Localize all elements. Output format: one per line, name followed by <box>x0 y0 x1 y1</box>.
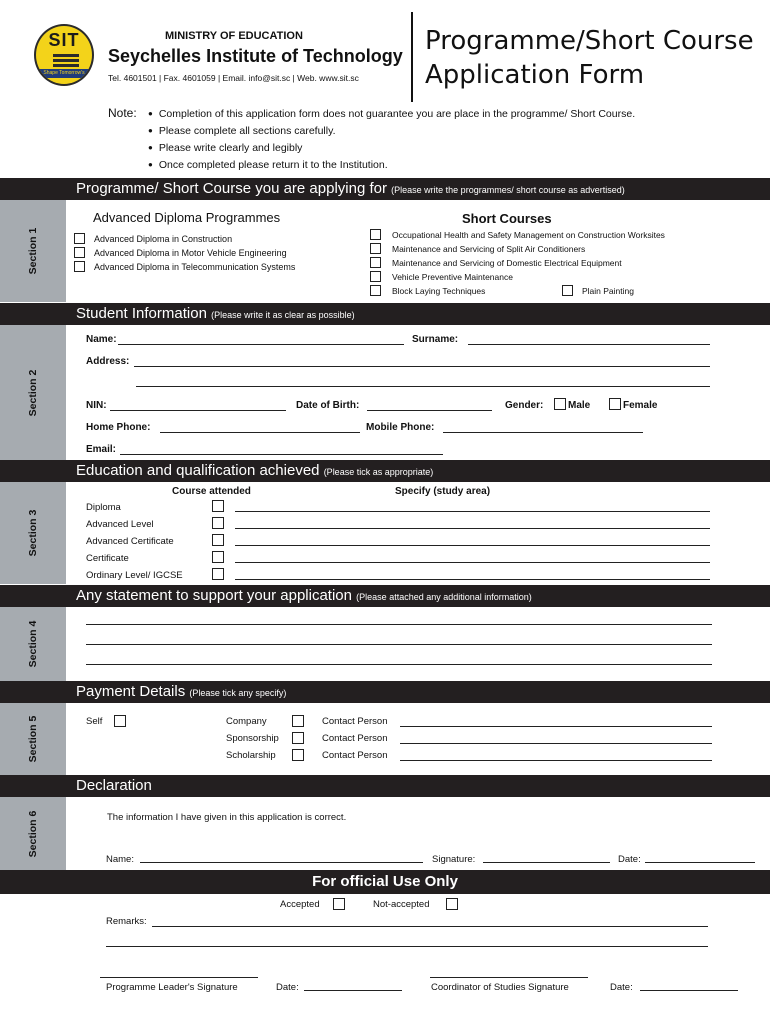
short-plain-painting-label: Plain Painting <box>582 286 634 296</box>
section1-title: Programme/ Short Course you are applying for <box>76 180 387 197</box>
coordinator-date-field[interactable] <box>640 990 738 991</box>
note-item: ● Please complete all sections carefully. <box>148 123 635 140</box>
declaration-statement: The information I have given in this application is correct. <box>107 812 347 823</box>
section3-title: Education and qualification achieved <box>76 462 320 479</box>
adv-diploma-heading: Advanced Diploma Programmes <box>93 210 281 225</box>
qual-advanced-cert-checkbox[interactable] <box>212 534 224 546</box>
gender-female-checkbox[interactable] <box>609 398 621 410</box>
short-ohs-label: Occupational Health and Safety Management on Construction Worksites <box>392 230 665 240</box>
payment-sponsorship-checkbox[interactable] <box>292 732 304 744</box>
mobile-phone-field[interactable] <box>443 432 643 433</box>
section5-title: Payment Details <box>76 683 186 700</box>
email-field[interactable] <box>120 454 443 455</box>
short-electrical-checkbox[interactable] <box>370 257 381 268</box>
section1-header <box>0 178 770 200</box>
address-label: Address: <box>86 356 130 367</box>
section6-sidebar <box>0 797 66 870</box>
section6-header <box>0 775 770 797</box>
coordinator-date-label: Date: <box>610 982 633 993</box>
not-accepted-checkbox[interactable] <box>446 898 458 910</box>
declaration-signature-label: Signature: <box>432 854 476 865</box>
scholarship-contact-field[interactable] <box>400 760 712 761</box>
declaration-name-label: Name: <box>106 854 134 865</box>
gender-female-label: Female <box>623 400 658 411</box>
logo-pillar-icon <box>53 64 79 67</box>
qual-advanced-cert-label: Advanced Certificate <box>86 536 174 547</box>
payment-scholarship-label: Scholarship <box>226 750 276 761</box>
email-label: Email: <box>86 444 117 455</box>
company-contact-field[interactable] <box>400 726 712 727</box>
note-label: Note: <box>108 106 137 120</box>
surname-label: Surname: <box>412 334 459 345</box>
qual-diploma-checkbox[interactable] <box>212 500 224 512</box>
qual-ordinary-label: Ordinary Level/ IGCSE <box>86 570 183 581</box>
adv-telecom-label: Advanced Diploma in Telecommunication Systems <box>94 262 296 272</box>
sit-logo <box>34 24 94 86</box>
leader-signature-label: Programme Leader's Signature <box>106 982 238 993</box>
declaration-signature-field[interactable] <box>483 862 610 863</box>
note-item: ● Once completed please return it to the Institution. <box>148 157 635 174</box>
payment-company-checkbox[interactable] <box>292 715 304 727</box>
qual-diploma-field[interactable] <box>235 511 710 512</box>
qual-ordinary-field[interactable] <box>235 579 710 580</box>
logo-pillar-icon <box>53 54 79 57</box>
leader-signature-line[interactable] <box>100 977 258 978</box>
payment-self-checkbox[interactable] <box>114 715 126 727</box>
logo-pillar-icon <box>53 59 79 62</box>
adv-construction-label: Advanced Diploma in Construction <box>94 234 233 244</box>
nin-label: NIN: <box>86 400 107 411</box>
note-list <box>148 106 635 174</box>
qual-diploma-label: Diploma <box>86 502 121 513</box>
nin-field[interactable] <box>110 410 286 411</box>
specify-header: Specify (study area) <box>395 486 491 497</box>
section4-title: Any statement to support your application <box>76 587 352 604</box>
section1-side-label: Section 1 <box>27 227 39 275</box>
section5-side-label: Section 5 <box>27 715 39 763</box>
course-attended-header: Course attended <box>172 486 251 497</box>
payment-self-label: Self <box>86 716 103 727</box>
section2-header <box>0 303 770 325</box>
section3-subtitle: (Please tick as appropriate) <box>323 467 434 477</box>
adv-motor-vehicle-checkbox[interactable] <box>74 247 85 258</box>
accepted-checkbox[interactable] <box>333 898 345 910</box>
home-phone-field[interactable] <box>160 432 360 433</box>
section1-subtitle: (Please write the programmes/ short course as advertised) <box>391 185 625 195</box>
gender-male-checkbox[interactable] <box>554 398 566 410</box>
section6-title: Declaration <box>76 777 152 794</box>
form-title <box>425 24 754 92</box>
section4-side-label: Section 4 <box>27 620 39 668</box>
statement-line-3[interactable] <box>86 664 712 665</box>
company-contact-label: Contact Person <box>322 716 388 727</box>
short-courses-heading: Short Courses <box>462 211 552 226</box>
gender-male-label: Male <box>568 400 591 411</box>
short-blocklaying-label: Block Laying Techniques <box>392 286 486 296</box>
short-aircon-label: Maintenance and Servicing of Split Air Conditioners <box>392 244 586 254</box>
qual-certificate-label: Certificate <box>86 553 129 564</box>
form-title-line2: Application Form <box>425 60 645 90</box>
section3-sidebar <box>0 482 66 584</box>
declaration-date-field[interactable] <box>645 862 755 863</box>
remarks-label: Remarks: <box>106 916 147 927</box>
qual-advanced-cert-field[interactable] <box>235 545 710 546</box>
section4-subtitle: (Please attached any additional information) <box>356 592 532 602</box>
declaration-date-label: Date: <box>618 854 641 865</box>
accepted-label: Accepted <box>280 899 320 910</box>
scholarship-contact-label: Contact Person <box>322 750 388 761</box>
short-plain-painting-checkbox[interactable] <box>562 285 573 296</box>
short-vehicle-label: Vehicle Preventive Maintenance <box>392 272 513 282</box>
qual-advanced-level-checkbox[interactable] <box>212 517 224 529</box>
qual-certificate-field[interactable] <box>235 562 710 563</box>
note-item: ● Completion of this application form does not guarantee you are place in the programme/ Short Course. <box>148 106 635 123</box>
remarks-field-line1[interactable] <box>152 926 708 927</box>
short-ohs-checkbox[interactable] <box>370 229 381 240</box>
qual-advanced-level-label: Advanced Level <box>86 519 154 530</box>
address-field-line2[interactable] <box>136 386 710 387</box>
section3-header <box>0 460 770 482</box>
section6-side-label: Section 6 <box>27 810 39 857</box>
payment-scholarship-checkbox[interactable] <box>292 749 304 761</box>
section5-header <box>0 681 770 703</box>
payment-company-label: Company <box>226 716 267 727</box>
dob-label: Date of Birth: <box>296 400 360 411</box>
not-accepted-label: Not-accepted <box>373 899 430 910</box>
declaration-name-field[interactable] <box>140 862 423 863</box>
coordinator-signature-label: Coordinator of Studies Signature <box>431 982 569 993</box>
qual-certificate-checkbox[interactable] <box>212 551 224 563</box>
statement-line-2[interactable] <box>86 644 712 645</box>
payment-sponsorship-label: Sponsorship <box>226 733 279 744</box>
name-label: Name: <box>86 334 117 345</box>
section3-side-label: Section 3 <box>27 509 39 557</box>
official-use-header: For official Use Only <box>0 870 770 894</box>
coordinator-signature-line[interactable] <box>430 977 588 978</box>
short-blocklaying-checkbox[interactable] <box>370 285 381 296</box>
leader-date-label: Date: <box>276 982 299 993</box>
section2-side-label: Section 2 <box>27 369 39 416</box>
section5-sidebar <box>0 703 66 775</box>
statement-line-1[interactable] <box>86 624 712 625</box>
home-phone-label: Home Phone: <box>86 422 151 433</box>
section2-subtitle: (Please write it as clear as possible) <box>211 310 355 320</box>
short-electrical-label: Maintenance and Servicing of Domestic Electrical Equipment <box>392 258 622 268</box>
section4-sidebar <box>0 607 66 681</box>
adv-construction-checkbox[interactable] <box>74 233 85 244</box>
logo-ribbon: Shape Tomorrow's Workforce <box>34 69 94 78</box>
institute-name: Seychelles Institute of Technology <box>108 46 403 66</box>
ministry-label: MINISTRY OF EDUCATION <box>165 30 303 42</box>
section2-sidebar <box>0 325 66 460</box>
section5-subtitle: (Please tick any specify) <box>189 688 287 698</box>
adv-telecom-checkbox[interactable] <box>74 261 85 272</box>
qual-advanced-level-field[interactable] <box>235 528 710 529</box>
leader-date-field[interactable] <box>304 990 402 991</box>
short-vehicle-checkbox[interactable] <box>370 271 381 282</box>
gender-label: Gender: <box>505 400 544 411</box>
address-field-line1[interactable] <box>134 366 710 367</box>
surname-field[interactable] <box>468 344 710 345</box>
remarks-field-line2[interactable] <box>106 946 708 947</box>
sponsorship-contact-label: Contact Person <box>322 733 388 744</box>
header-divider <box>411 12 413 102</box>
qual-ordinary-checkbox[interactable] <box>212 568 224 580</box>
short-aircon-checkbox[interactable] <box>370 243 381 254</box>
section1-sidebar <box>0 200 66 302</box>
form-title-line1: Programme/Short Course <box>425 26 754 56</box>
dob-field[interactable] <box>367 410 492 411</box>
logo-text: SIT <box>48 30 80 50</box>
sponsorship-contact-field[interactable] <box>400 743 712 744</box>
name-field[interactable] <box>118 344 404 345</box>
adv-motor-vehicle-label: Advanced Diploma in Motor Vehicle Engineering <box>94 248 287 258</box>
section4-header <box>0 585 770 607</box>
note-item: ● Please write clearly and legibly <box>148 140 635 157</box>
mobile-phone-label: Mobile Phone: <box>366 422 435 433</box>
section2-title: Student Information <box>76 305 207 322</box>
contact-line: Tel. 4601501 | Fax. 4601059 | Email. info@sit.sc | Web. www.sit.sc <box>108 73 359 83</box>
